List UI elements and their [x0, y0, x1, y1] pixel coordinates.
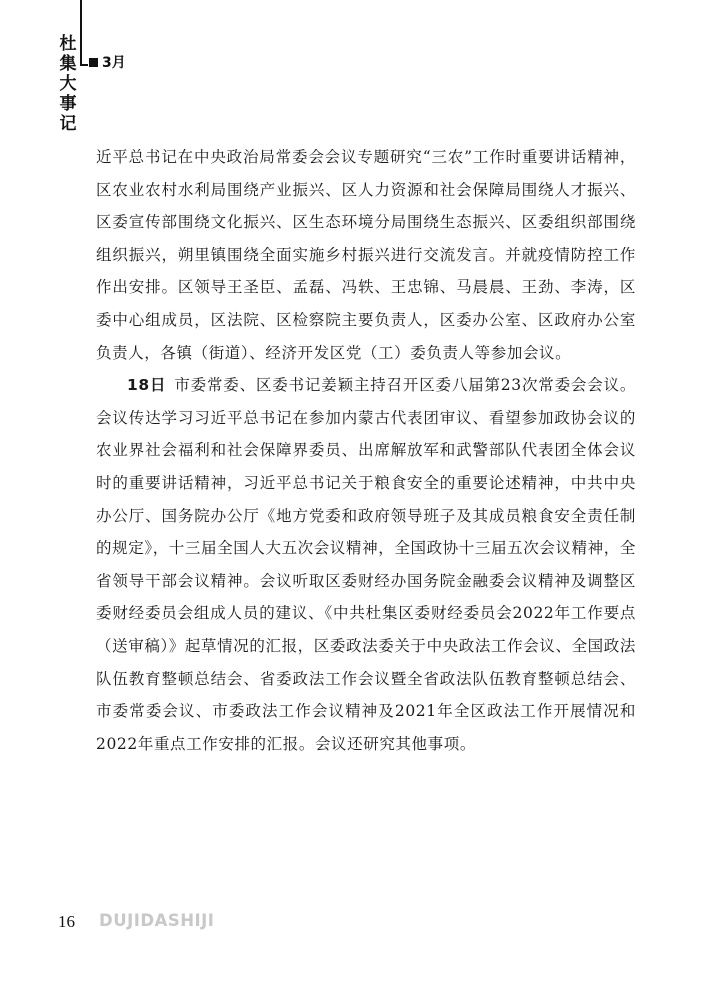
page-number: 16	[58, 912, 75, 931]
month-label: 3月	[102, 55, 126, 71]
footer-brand: DUJIDASHIJI	[99, 911, 215, 930]
entry-date: 18日	[127, 376, 167, 395]
paragraph-entry-18	[96, 369, 636, 760]
square-bullet-icon	[89, 58, 98, 67]
paragraph-text: 近平总书记在中央政治局常委会会议专题研究“三农”工作时重要讲话精神，区农业农村水利局围绕产业振兴、区人力资源和社会保障局围绕人才振兴、区委宣传部围绕文化振兴、区生态环境分局围绕生态振兴、区委组织部围绕组织振兴，朔里镇围绕全面实施乡村振兴进行交流发言。并就疫情防控工作作出安排。区领导王圣臣、孟磊、冯轶、王忠锦、马晨晨、王劲、李涛，区委中心组成员，区法院、区检察院主要负责人，区委办公室、区政府办公室负责人，各镇（街道）、经济开发区党（工）委负责人等参加会议。	[96, 148, 636, 362]
body-text	[96, 141, 636, 760]
header-horizontal-rule	[80, 64, 88, 66]
header-vertical-rule	[80, 0, 82, 66]
paragraph-continuation	[96, 141, 636, 369]
paragraph-text: 市委常委、区委书记姜颖主持召开区委八届第23次常委会会议。会议传达学习习近平总书记在参加内蒙古代表团审议、看望参加政协会议的农业界社会福利和社会保障界委员、出席解放军和武警部队代表团全体会议时的重要讲话精神，习近平总书记关于粮食安全的重要论述精神，中共中央办公厅、国务院办公厅《地方党委和政府领导班子及其成员粮食安全责任制的规定》，十三届全国人大五次会议精神，全国政协十三届五次会议精神，全省领导干部会议精神。会议听取区委财经办国务院金融委会议精神及调整区委财经委员会组成人员的建议、《中共杜集区委财经委员会2022年工作要点（送审稿）》起草情况的汇报，区委政法委关于中央政法工作会议、全国政法队伍教育整顿总结会、省委政法工作会议暨全省政法队伍教育整顿总结会、市委常委会议、市委政法工作会议精神及2021年全区政法工作开展情况和2022年重点工作安排的汇报。会议还研究其他事项。	[96, 376, 637, 753]
section-title: 杜集大事记	[59, 34, 77, 134]
month-marker	[89, 52, 126, 72]
